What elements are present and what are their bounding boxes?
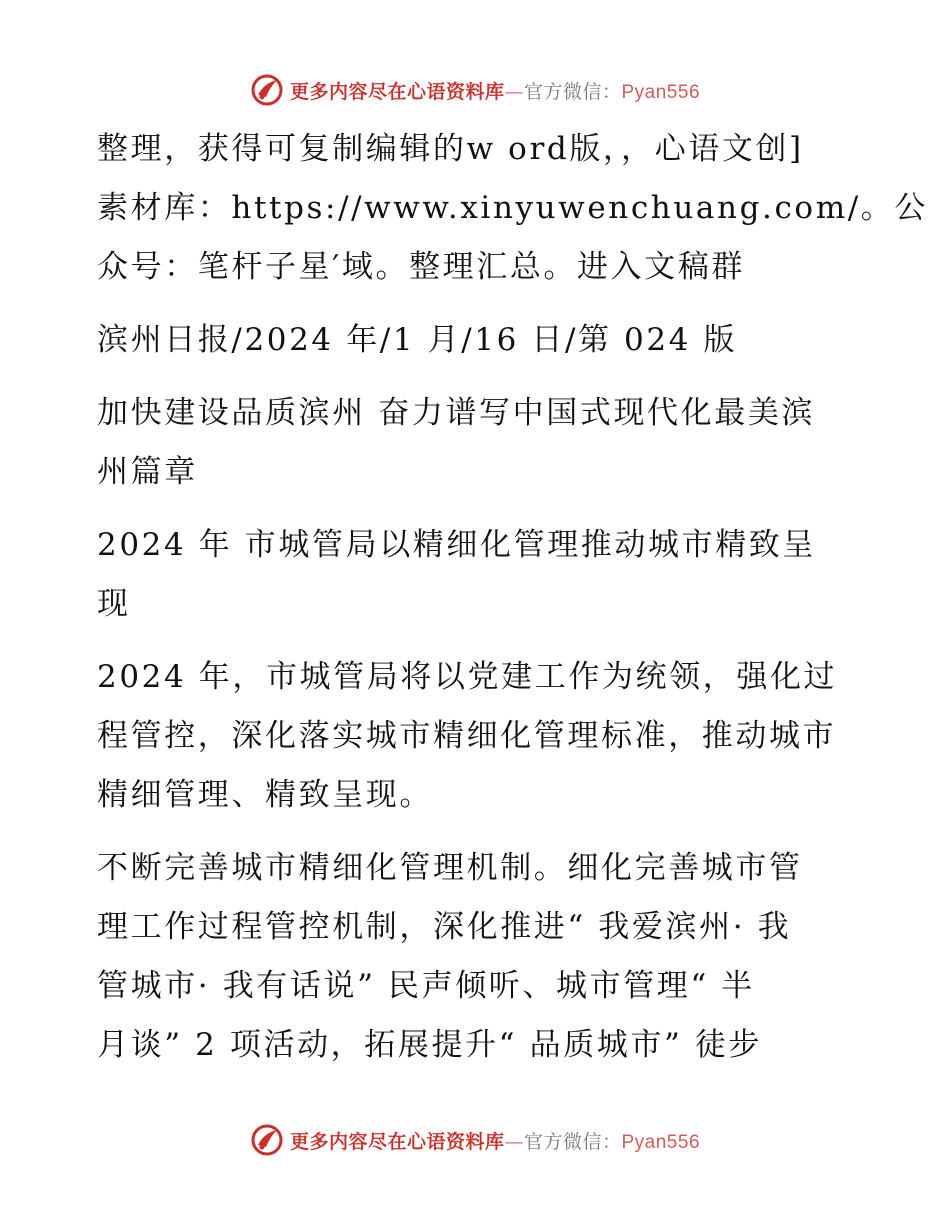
paragraph-source <box>97 311 857 370</box>
paragraph-headline <box>97 384 857 502</box>
text-line: 众号：笔杆子星′域。整理汇总。进入文稿群 <box>97 249 746 285</box>
text-line: 不断完善城市精细化管理机制。细化完善城市管 <box>97 850 803 886</box>
watermark-official: 官方微信： <box>523 1130 622 1153</box>
text-line: 州篇章 <box>97 454 198 490</box>
brush-logo-icon <box>250 1123 284 1157</box>
text-line: 现 <box>97 586 131 622</box>
paragraph-mechanism <box>97 839 857 1075</box>
watermark-group <box>250 1123 700 1157</box>
text-line: 滨州日报/2024 年/1 月/16 日/第 024 版 <box>97 322 738 358</box>
watermark-main: 更多内容尽在心语资料库 <box>289 80 505 103</box>
document-body <box>97 120 928 1089</box>
paragraph-intro <box>97 120 928 297</box>
watermark-text <box>290 77 700 104</box>
text-line: 程管控，深化落实城市精细化管理标准，推动城市 <box>97 718 837 754</box>
watermark-wechat: Pyan556 <box>621 81 701 103</box>
text-line: 2024 年 市城管局以精细化管理推动城市精致呈 <box>97 527 816 563</box>
paragraph-lead <box>97 648 857 825</box>
text-line: 2024 年，市城管局将以党建工作为统领，强化过 <box>97 659 838 695</box>
text-line: 理工作过程管控机制，深化推进“ 我爱滨州· 我 <box>97 909 792 945</box>
watermark-dash: — <box>504 1130 524 1153</box>
text-line: 素材库：https://www.xinyuwenchuang.com/。公 <box>97 190 928 226</box>
watermark-main: 更多内容尽在心语资料库 <box>289 1130 505 1153</box>
watermark-text <box>290 1127 700 1154</box>
paragraph-subheadline <box>97 516 857 634</box>
text-line: 管城市· 我有话说” 民声倾听、城市管理“ 半 <box>97 968 755 1004</box>
brush-logo-icon <box>250 73 284 107</box>
watermark-group <box>250 73 700 107</box>
text-line: 精细管理、精致呈现。 <box>97 777 433 813</box>
watermark-dash: — <box>504 80 524 103</box>
watermark-wechat: Pyan556 <box>621 1131 701 1153</box>
footer-watermark <box>0 1120 950 1160</box>
text-line: 月谈” 2 项活动，拓展提升“ 品质城市” 徒步 <box>97 1027 763 1063</box>
text-line: 加快建设品质滨州 奋力谱写中国式现代化最美滨 <box>97 395 816 431</box>
watermark-official: 官方微信： <box>523 80 622 103</box>
text-line: 整理，获得可复制编辑的w ord版，，心语文创] <box>97 131 804 167</box>
header-watermark <box>0 70 950 110</box>
